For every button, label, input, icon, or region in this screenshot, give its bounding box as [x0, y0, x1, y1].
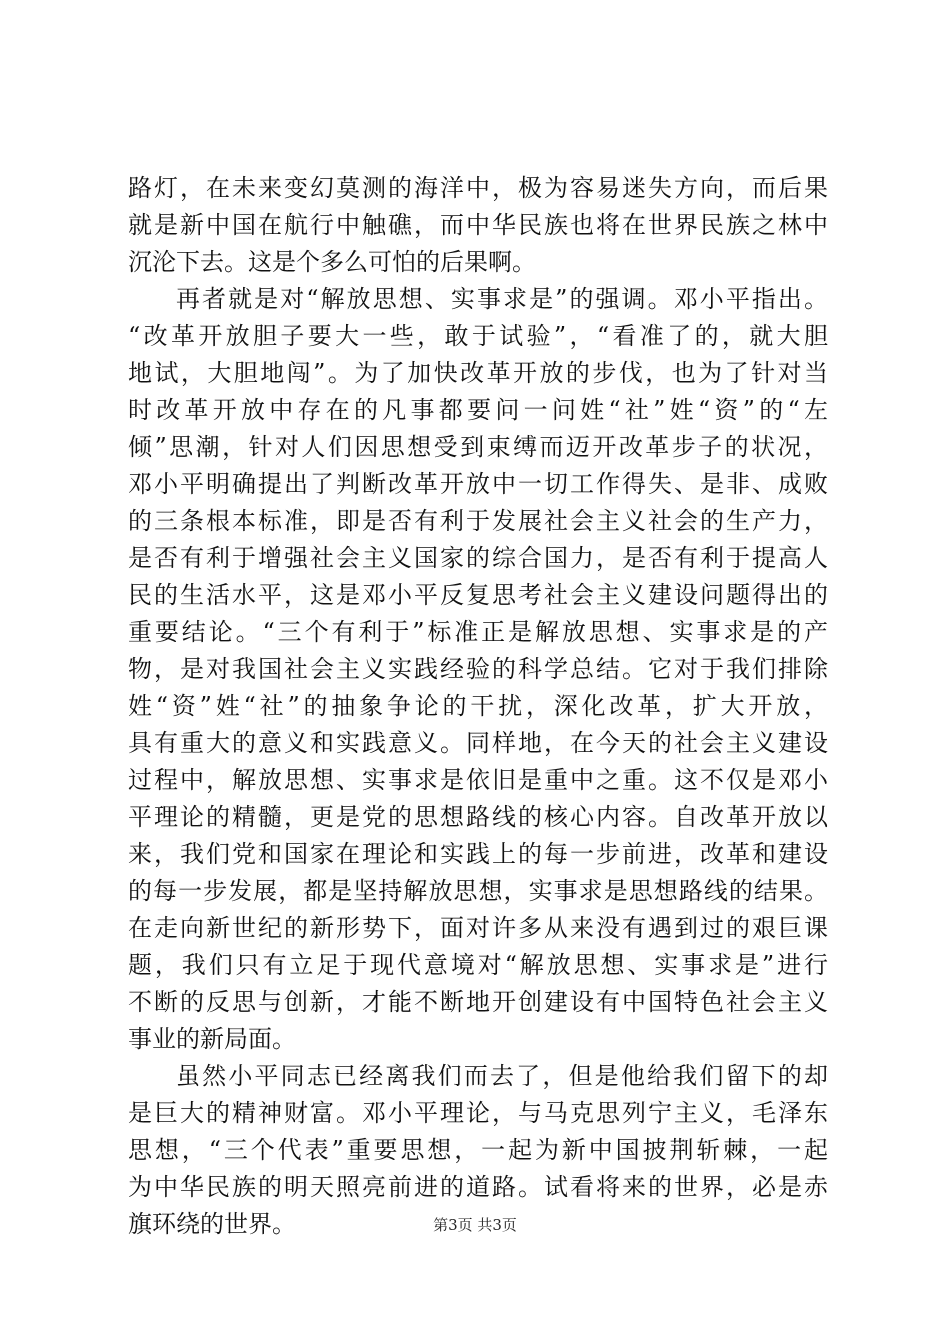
text-line: 重要结论。“三个有利于”标准正是解放思想、实事求是的产 [128, 618, 828, 646]
text-line: 为中华民族的明天照亮前进的道路。试看将来的世界，必是赤 [128, 1173, 828, 1201]
text-line: 是否有利于增强社会主义国家的综合国力，是否有利于提高人 [128, 544, 828, 572]
text-line: 平理论的精髓，更是党的思想路线的核心内容。自改革开放以 [128, 803, 828, 831]
text-line: 邓小平明确提出了判断改革开放中一切工作得失、是非、成败 [128, 470, 828, 498]
text-line: 地试，大胆地闯”。为了加快改革开放的步伐，也为了针对当 [128, 359, 828, 387]
paragraph-1 [128, 170, 828, 281]
text-line: 就是新中国在航行中触礁，而中华民族也将在世界民族之林中 [128, 211, 828, 239]
text-line: 虽然小平同志已经离我们而去了，但是他给我们留下的却 [176, 1062, 828, 1090]
text-line: 民的生活水平，这是邓小平反复思考社会主义建设问题得出的 [128, 581, 828, 609]
text-line: 不断的反思与创新，才能不断地开创建设有中国特色社会主义 [128, 988, 828, 1016]
text-line: 沉沦下去。这是个多么可怕的后果啊。 [128, 248, 536, 276]
text-line: 再者就是对“解放思想、实事求是”的强调。邓小平指出。 [176, 285, 828, 313]
text-line: 路灯，在未来变幻莫测的海洋中，极为容易迷失方向，而后果 [128, 174, 828, 202]
text-line: 姓“资”姓“社”的抽象争论的干扰，深化改革，扩大开放， [128, 692, 828, 720]
text-line: 物，是对我国社会主义实践经验的科学总结。它对于我们排除 [128, 655, 828, 683]
document-body [128, 170, 828, 1243]
text-line: 时改革开放中存在的凡事都要问一问姓“社”姓“资”的“左 [128, 396, 828, 424]
text-line: 来，我们党和国家在理论和实践上的每一步前进，改革和建设 [128, 840, 828, 868]
text-line: 的每一步发展，都是坚持解放思想，实事求是思想路线的结果。 [128, 877, 828, 905]
text-line: “改革开放胆子要大一些，敢于试验”，“看准了的，就大胆 [128, 322, 828, 350]
text-line: 思想，“三个代表”重要思想，一起为新中国披荆斩棘，一起 [128, 1136, 828, 1164]
text-line: 具有重大的意义和实践意义。同样地，在今天的社会主义建设 [128, 729, 828, 757]
text-line: 的三条根本标准，即是否有利于发展社会主义社会的生产力， [128, 507, 828, 535]
text-line: 是巨大的精神财富。邓小平理论，与马克思列宁主义，毛泽东 [128, 1099, 828, 1127]
text-line: 过程中，解放思想、实事求是依旧是重中之重。这不仅是邓小 [128, 766, 828, 794]
paragraph-2 [128, 281, 828, 1058]
text-line: 在走向新世纪的新形势下，面对许多从来没有遇到过的艰巨课 [128, 914, 828, 942]
text-line: 倾”思潮，针对人们因思想受到束缚而迈开改革步子的状况， [128, 433, 828, 461]
text-line: 旗环绕的世界。 [128, 1210, 296, 1238]
page-number-footer: 第3页 共3页 [433, 1216, 517, 1234]
text-line: 题，我们只有立足于现代意境对“解放思想、实事求是”进行 [128, 951, 828, 979]
text-line: 事业的新局面。 [128, 1025, 296, 1053]
